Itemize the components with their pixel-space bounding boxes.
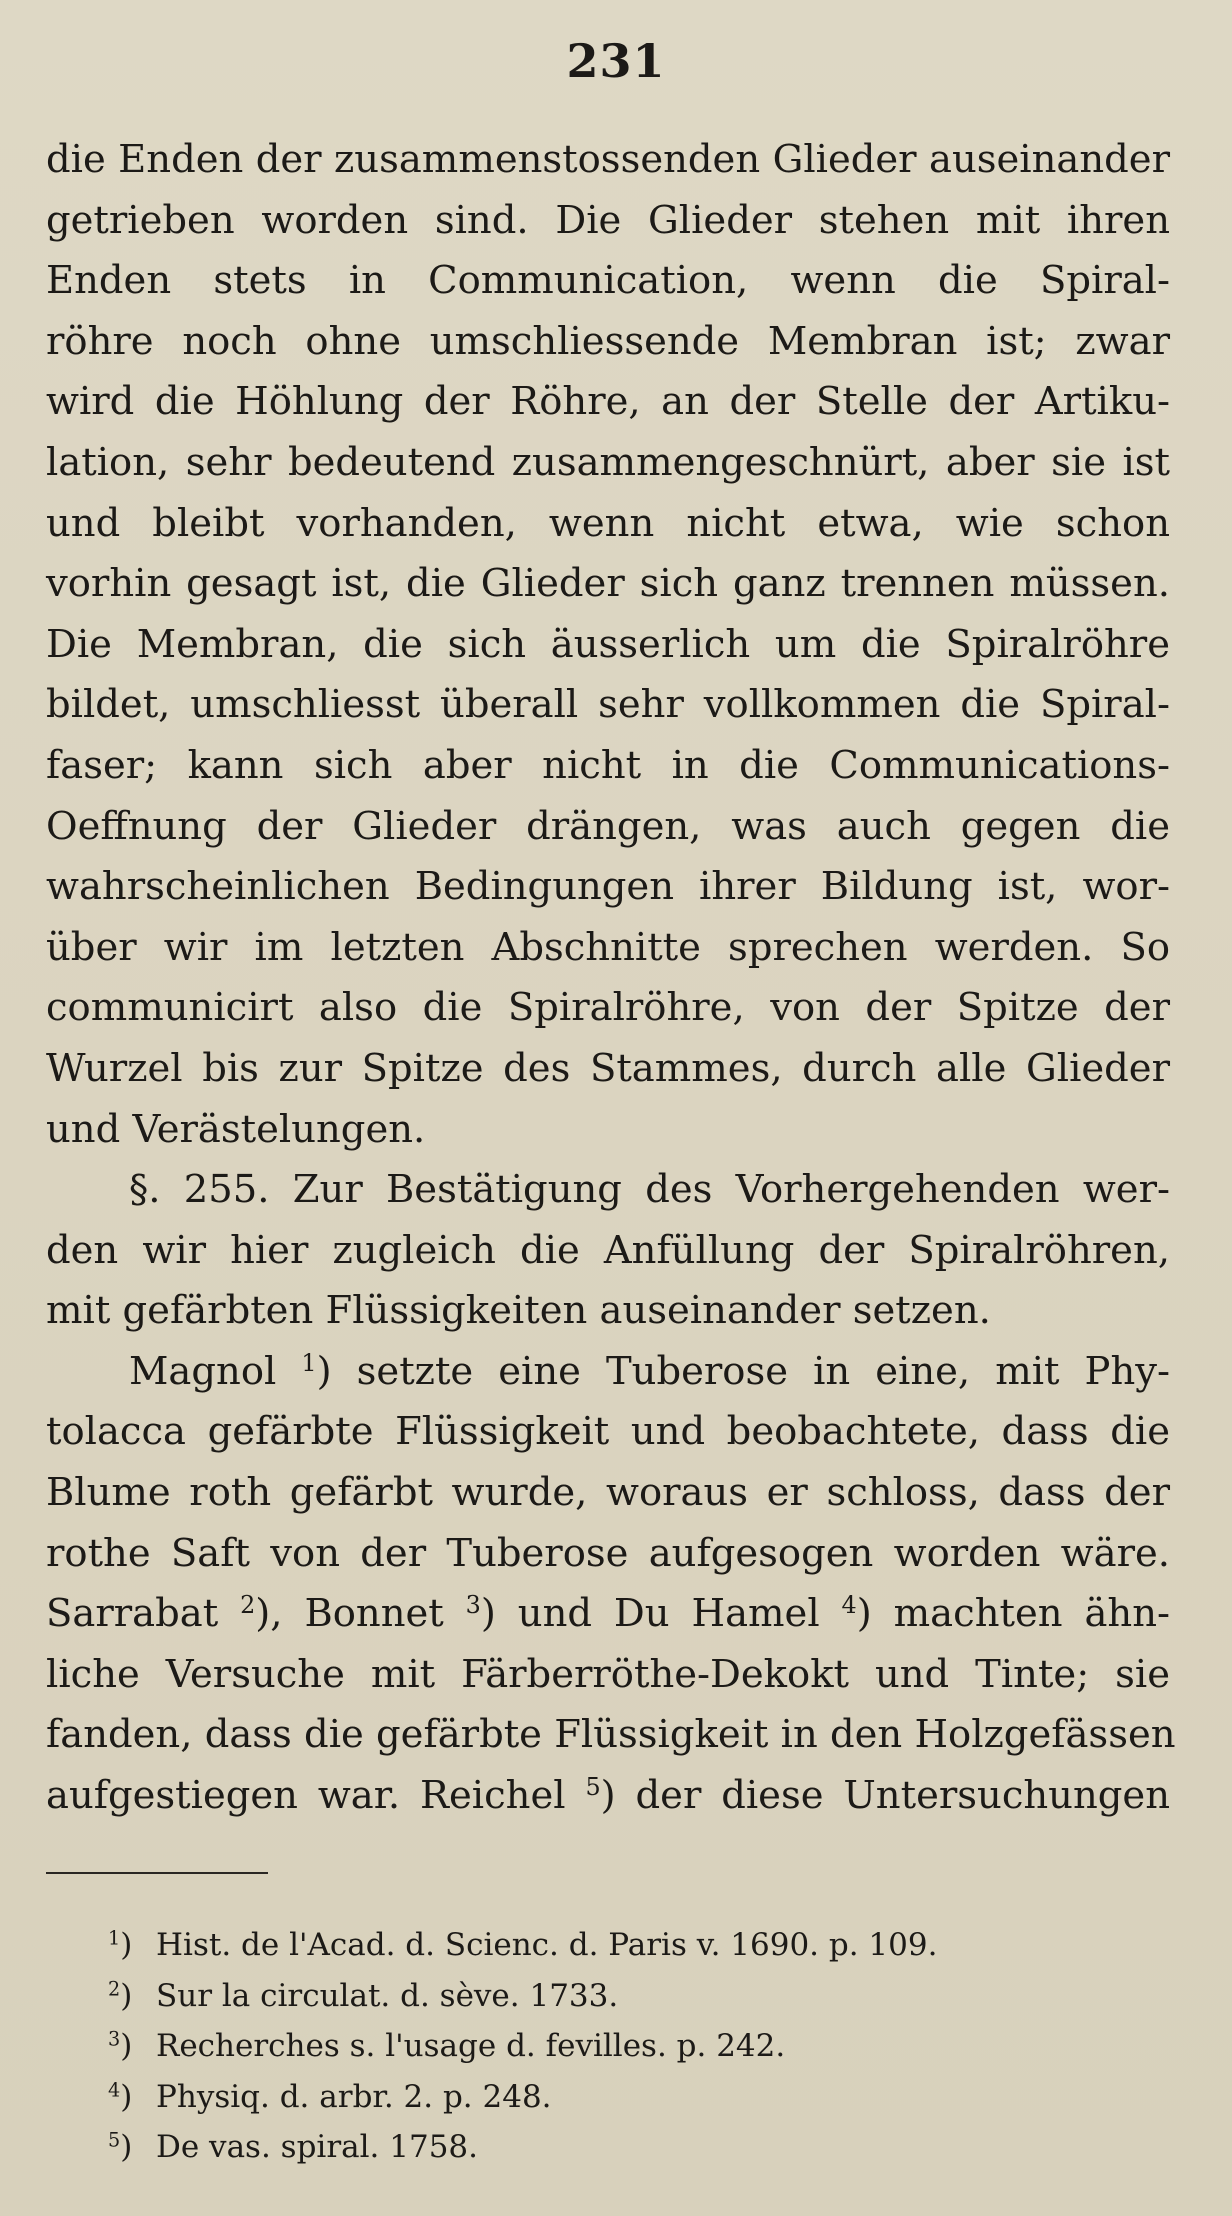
text-line: lation, sehr bedeutend zusammengeschnürt, aber sie ist [46, 439, 1170, 485]
text-line: Blume roth gefärbt wurde, woraus er schloss, dass der [46, 1470, 1170, 1516]
text-line: §. 255. Zur Bestätigung des Vorhergehenden wer- [129, 1167, 1170, 1213]
text-line: rothe Saft von der Tuberose aufgesogen worden wäre. [46, 1530, 1170, 1576]
footnote-text: Recherches s. l'usage d. fevilles. p. 242. [156, 2028, 786, 2064]
text-line: Magnol $^1$) setzte eine Tuberose in eine, mit Phy- [129, 1348, 1171, 1394]
text-line: Die Membran, die sich äusserlich um die Spiralröhre [46, 621, 1170, 667]
text-line: Oeffnung der Glieder drängen, was auch gegen die [46, 803, 1170, 849]
footnotes [108, 1920, 1158, 2173]
text-line: aufgestiegen war. Reichel $^5$) der diese Untersuchungen [46, 1772, 1170, 1819]
footnote-text: Physiq. d. arbr. 2. p. 248. [156, 2078, 552, 2115]
footnote [108, 1920, 1158, 1971]
footnote-marker: $^2$) [108, 1976, 133, 2014]
footnote-marker: $^5$) [108, 2128, 133, 2165]
footnote-reference: 2 [240, 1591, 256, 1620]
footnote [108, 2122, 1158, 2173]
body-text [46, 130, 1176, 1827]
text-line: fanden, dass die gefärbte Flüssigkeit in den Holzgefässen [46, 1712, 1176, 1758]
footnote-reference: 3 [465, 1591, 481, 1620]
text-line: faser; kann sich aber nicht in die Communications- [46, 742, 1170, 788]
footnote-divider [46, 1872, 268, 1874]
text-line: mit gefärbten Flüssigkeiten auseinander setzen. [46, 1288, 991, 1334]
text-line: Sarrabat $^2$), Bonnet $^3$) und Du Hamel $^4$) machten ähn- [46, 1591, 1170, 1637]
footnote-marker: $^1$) [108, 1926, 133, 1963]
footnote-text: De vas. spiral. 1758. [156, 2129, 479, 2165]
footnote-reference: 4 [841, 1591, 857, 1620]
text-line: Enden stets in Communication, wenn die Spiral- [46, 258, 1170, 304]
text-line: und Verästelungen. [46, 1106, 426, 1152]
text-line: wird die Höhlung der Röhre, an der Stelle der Artiku- [46, 379, 1170, 425]
page-number: 231 [566, 34, 666, 88]
footnote-marker: $^4$) [108, 2077, 133, 2115]
text-line: röhre noch ohne umschliessende Membran ist; zwar [46, 318, 1170, 364]
text-line: Wurzel bis zur Spitze des Stammes, durch alle Glieder [46, 1045, 1170, 1091]
text-line: getrieben worden sind. Die Glieder stehen mit ihren [46, 197, 1170, 243]
text-line: liche Versuche mit Färberröthe-Dekokt und Tinte; sie [46, 1651, 1170, 1697]
text-line: über wir im letzten Abschnitte sprechen werden. So [46, 924, 1170, 970]
text-line: communicirt also die Spiralröhre, von der Spitze der [46, 985, 1170, 1031]
footnote-reference: 5 [585, 1772, 601, 1801]
text-line: die Enden der zusammenstossenden Glieder auseinander [46, 137, 1170, 182]
footnote [108, 1971, 1158, 2022]
text-line: bildet, umschliesst überall sehr vollkommen die Spiral- [46, 682, 1170, 728]
footnote-reference: 1 [301, 1348, 317, 1377]
footnote-text: Hist. de l'Acad. d. Scienc. d. Paris v. 1690. p. 109. [156, 1927, 938, 1963]
text-line: und bleibt vorhanden, wenn nicht etwa, wie schon [46, 500, 1170, 546]
text-line: wahrscheinlichen Bedingungen ihrer Bildung ist, wor- [46, 864, 1170, 910]
footnote-marker: $^3$) [108, 2027, 133, 2064]
footnote [108, 2021, 1158, 2072]
text-line: tolacca gefärbte Flüssigkeit und beobachtete, dass die [46, 1409, 1170, 1455]
text-line: vorhin gesagt ist, die Glieder sich ganz trennen müssen. [46, 561, 1170, 607]
text-line: den wir hier zugleich die Anfüllung der Spiralröhren, [46, 1227, 1170, 1273]
footnote [108, 2072, 1158, 2123]
footnote-text: Sur la circulat. d. sève. 1733. [156, 1977, 619, 2014]
